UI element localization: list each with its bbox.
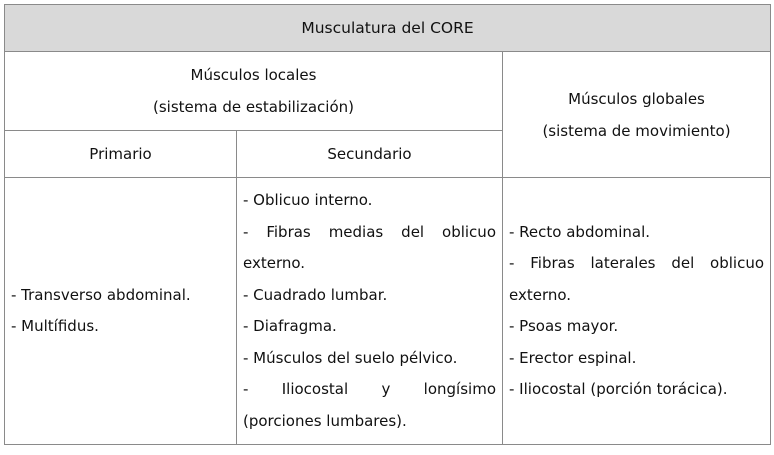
core-musculature-table [4,4,771,445]
list-item: - Diafragma. [243,317,337,335]
list-item: - Iliocostal (porción torácica). [509,380,728,398]
list-item: externo. [509,285,572,304]
global-muscles-sublabel: (sistema de movimiento) [542,121,731,140]
local-muscles-header [5,52,503,131]
list-item: - Transverso abdominal. [11,285,191,304]
list-item: - Fibras laterales del oblicuo [509,254,765,272]
list-item: (porciones lumbares). [243,411,407,430]
list-item: - Iliocostal y longísimo [243,380,496,398]
list-item: - Multífidus. [11,317,99,335]
local-muscles-label: Músculos locales [190,66,317,84]
primary-header: Primario [5,131,237,178]
global-muscles-cell [503,178,771,445]
secondary-header: Secundario [237,131,503,178]
global-muscles-label: Músculos globales [568,89,705,108]
local-muscles-sublabel: (sistema de estabilización) [152,98,354,116]
primary-muscles-cell [5,178,237,445]
global-muscles-header [503,52,771,178]
list-item: - Oblicuo interno. [243,191,373,209]
list-item: externo. [243,254,306,272]
list-item: - Músculos del suelo pélvico. [243,348,458,367]
list-item: - Psoas mayor. [509,317,619,335]
secondary-muscles-cell [237,178,503,445]
table-title: Musculatura del CORE [5,5,771,52]
list-item: - Recto abdominal. [509,222,651,241]
list-item: - Cuadrado lumbar. [243,285,388,304]
list-item: - Fibras medias del oblicuo [243,222,496,241]
list-item: - Erector espinal. [509,348,637,367]
